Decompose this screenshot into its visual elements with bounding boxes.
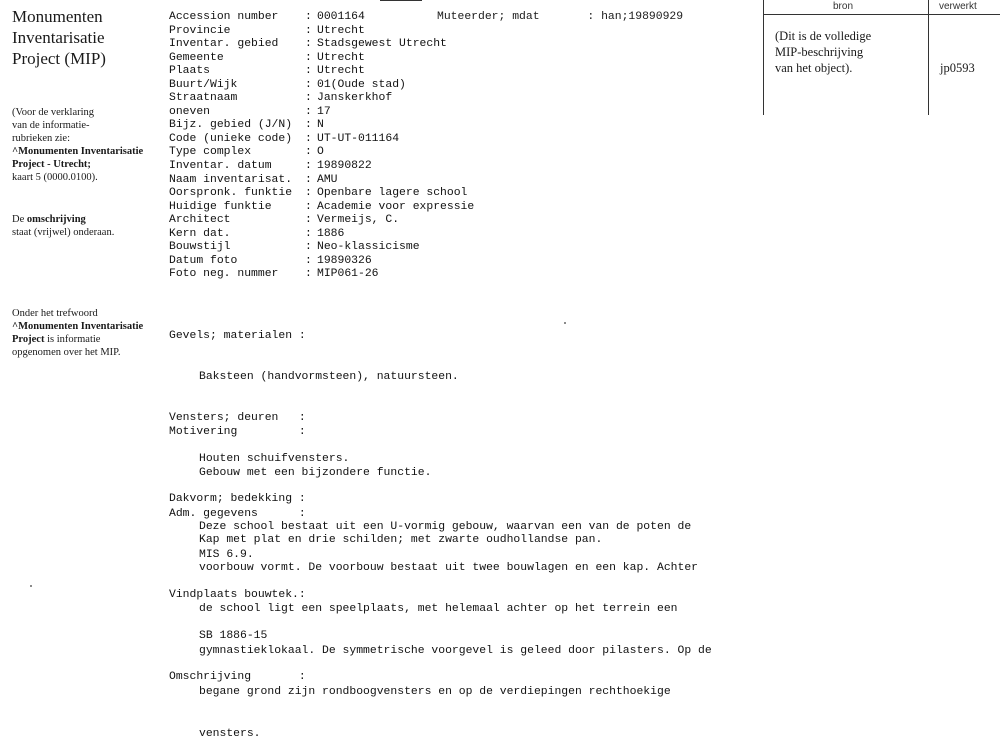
source-table (763, 0, 1000, 115)
table-divider (928, 0, 929, 115)
field-row (169, 52, 474, 66)
field-value: 0001164 (317, 11, 365, 23)
title-line-2: Inventarisatie (12, 28, 105, 47)
field-value: 19890326 (317, 254, 372, 267)
field-row (169, 38, 474, 52)
motivering-label: Motivering : (169, 426, 306, 439)
field-row (169, 201, 474, 215)
note2-line2: staat (vrijwel) onderaan. (12, 227, 115, 238)
adm-label: Adm. gegevens : (169, 507, 306, 520)
verwerkt-code: jp0593 (940, 61, 975, 75)
field-row (169, 174, 474, 188)
field-colon: : (305, 24, 319, 37)
motivering-value: Gebouw met een bijzondere functie. (199, 466, 432, 479)
field-colon: : (305, 200, 319, 213)
dakvorm-value: Kap met plat en drie schilden; met zwarte oudhollandse pan. (199, 534, 603, 547)
field-row (169, 133, 474, 147)
field-row (169, 214, 474, 228)
sidebar-title (12, 6, 162, 69)
explanation-note (12, 106, 162, 184)
vensters-label: Vensters; deuren : (169, 411, 306, 424)
field-value: 1886 (317, 227, 345, 240)
field-label: Bijz. gebied (J/N) (169, 119, 293, 132)
field-label: Code (unieke code) (169, 132, 293, 145)
field-label: Inventar. gebied (169, 38, 279, 51)
field-value: Utrecht (317, 24, 365, 37)
bron-line: (Dit is de volledige (775, 29, 872, 43)
vindplaats-label: Vindplaats bouwtek.: (169, 589, 306, 602)
field-label: Foto neg. nummer (169, 268, 279, 281)
note3-line3: opgenomen over het MIP. (12, 347, 121, 358)
header-verwerkt: verwerkt (939, 1, 977, 12)
field-colon: : (305, 214, 319, 227)
desc-line: begane grond zijn rondboogvensters en op de verdiepingen rechthoekige (199, 686, 671, 699)
field-label: Inventar. datum (169, 160, 272, 173)
field-colon: : (305, 51, 319, 64)
field-colon: : (305, 146, 319, 159)
desc-line: de school ligt een speelplaats, met helemaal achter op het terrein een (199, 603, 678, 616)
scan-speck (30, 585, 32, 587)
vensters-value: Houten schuifvensters. (199, 452, 350, 465)
desc-line: vensters. (199, 727, 261, 740)
field-row (169, 146, 474, 160)
field-colon: : (305, 268, 319, 281)
field-label: oneven (169, 105, 211, 118)
desc-line: voorbouw vormt. De voorbouw bestaat uit twee bouwlagen en een kap. Achter (199, 561, 698, 574)
field-label: Naam inventarisat. (169, 173, 293, 186)
field-row (169, 241, 474, 255)
field-colon: : (305, 227, 319, 240)
field-value: 17 (317, 105, 331, 118)
field-row (169, 106, 474, 120)
field-label: Accession number (169, 11, 279, 23)
field-colon: : (305, 187, 319, 200)
keyword-note (12, 307, 162, 359)
field-row (169, 268, 474, 282)
field-label: Kern dat. (169, 227, 231, 240)
field-colon: : (305, 241, 319, 254)
note2-bold: omschrijving (26, 214, 86, 225)
field-colon: : (305, 173, 319, 186)
scan-speck (564, 322, 566, 324)
field-colon: : (305, 78, 319, 91)
field-row (169, 11, 474, 25)
field-row (169, 92, 474, 106)
note3-line1: Onder het trefwoord (12, 308, 98, 319)
field-value: Utrecht (317, 51, 365, 64)
field-row (169, 25, 474, 39)
field-colon: : (305, 38, 319, 51)
title-line-1: Monumenten (12, 7, 103, 26)
omschrijving-label: Omschrijving : (169, 670, 306, 683)
field-label: Bouwstijl (169, 241, 231, 254)
omschrijving-text (199, 493, 759, 755)
note1-line1: (Voor de verklaring (12, 107, 95, 118)
record-fields (169, 11, 474, 282)
note3-rest2: is informatie (44, 334, 101, 345)
field-row (169, 79, 474, 93)
field-colon: : (305, 65, 319, 78)
field-value: Academie voor expressie (317, 200, 475, 213)
note1-line3: rubrieken zie: (12, 133, 71, 144)
field-row (169, 255, 474, 269)
field-value: N (317, 119, 324, 132)
field-row (169, 228, 474, 242)
field-row (169, 65, 474, 79)
note1-line2: van de informatie- (12, 120, 90, 131)
vindplaats-value: SB 1886-15 (199, 630, 268, 643)
note3-bold2: Project (12, 334, 45, 345)
field-label: Datum foto (169, 254, 238, 267)
dakvorm-label: Dakvorm; bedekking : (169, 493, 306, 506)
field-value: Utrecht (317, 65, 365, 78)
field-colon: : (305, 92, 319, 105)
field-label: Straatnaam (169, 92, 238, 105)
note3-bold1: ^Monumenten Inventarisatie (12, 321, 144, 332)
field-colon: : (305, 105, 319, 118)
field-label: Plaats (169, 65, 211, 78)
adm-value: MIS 6.9. (199, 548, 254, 561)
desc-line: Deze school bestaat uit een U-vormig gebouw, waarvan een van de poten de (199, 520, 692, 533)
desc-line: gymnastieklokaal. De symmetrische voorgevel is geleed door pilasters. Op de (199, 644, 712, 657)
field-label: Gemeente (169, 51, 224, 64)
field-label: Huidige funktie (169, 200, 272, 213)
field-value: MIP061-26 (317, 268, 379, 281)
field-colon: : (305, 119, 319, 132)
field-row (169, 160, 474, 174)
note1-line4: kaart 5 (0000.0100). (12, 172, 98, 183)
gevels-label: Gevels; materialen : (169, 330, 306, 343)
field-colon: : (305, 132, 319, 145)
title-line-3: Project (MIP) (12, 49, 106, 68)
bron-line: van het object). (775, 61, 853, 75)
top-rule (380, 0, 422, 1)
mutator-value: han;19890929 (601, 11, 684, 23)
field-value: 19890822 (317, 160, 372, 173)
field-value: Stadsgewest Utrecht (317, 38, 447, 51)
field-value: UT-UT-011164 (317, 132, 400, 145)
field-label: Oorspronk. funktie (169, 187, 293, 200)
description-note (12, 213, 162, 239)
field-row (169, 119, 474, 133)
field-colon: : (305, 11, 319, 23)
field-label: Buurt/Wijk (169, 78, 238, 91)
field-value: O (317, 146, 324, 159)
field-label: Type complex (169, 146, 252, 159)
field-colon: : (305, 160, 319, 173)
note1-bold2: Project - Utrecht; (12, 159, 91, 170)
note2-pre: De (12, 214, 27, 225)
field-label: Architect (169, 214, 231, 227)
table-header-rule (763, 14, 1000, 15)
field-label: Provincie (169, 24, 231, 37)
gevels-value: Baksteen (handvormsteen), natuursteen. (199, 370, 459, 383)
field-value: Openbare lagere school (317, 187, 468, 200)
field-value: AMU (317, 173, 338, 186)
table-border-left (763, 0, 764, 115)
field-value: 01(Oude stad) (317, 78, 406, 91)
field-value: Neo-klassicisme (317, 241, 420, 254)
field-value: Janskerkhof (317, 92, 393, 105)
mutator-info: Muteerder; mdat : han;19890929 (437, 11, 684, 23)
field-colon: : (305, 254, 319, 267)
field-value: Vermeijs, C. (317, 214, 400, 227)
mutator-label: Muteerder; mdat (437, 11, 540, 23)
bron-line: MIP-beschrijving (775, 45, 864, 59)
header-bron: bron (833, 1, 854, 12)
bron-text (775, 28, 915, 76)
note1-bold1: ^Monumenten Inventarisatie (12, 146, 144, 157)
field-row (169, 187, 474, 201)
